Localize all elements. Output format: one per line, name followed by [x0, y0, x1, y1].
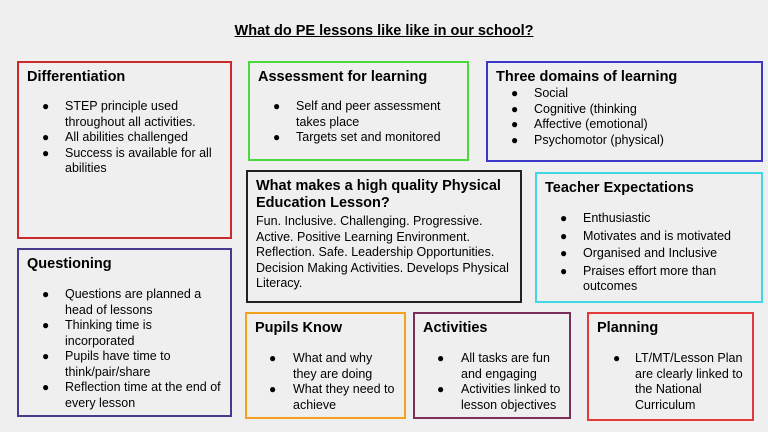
activities-box: [413, 312, 571, 419]
list-item-text: Enthusiastic: [583, 211, 651, 225]
list-item: [496, 102, 753, 118]
bullet-icon: ●: [511, 132, 519, 147]
teacher-list: [545, 211, 753, 295]
list-item-text: All abilities challenged: [65, 130, 188, 144]
page-title: What do PE lessons like like in our school?: [234, 23, 534, 39]
list-item: [27, 99, 222, 130]
questioning-list: [27, 287, 222, 411]
bullet-icon: ●: [560, 211, 568, 225]
differentiation-heading: Differentiation: [27, 69, 126, 85]
list-item: [545, 211, 753, 227]
list-item: [423, 382, 561, 413]
bullet-icon: ●: [560, 246, 568, 260]
domains-box: [486, 61, 763, 162]
list-item: [423, 351, 561, 382]
pupils-heading: Pupils Know: [255, 320, 342, 336]
bullet-icon: ●: [42, 130, 50, 144]
list-item-text: Thinking time is incorporated: [65, 318, 152, 348]
bullet-icon: ●: [269, 382, 277, 396]
bullet-icon: ●: [42, 380, 50, 394]
domains-list: [496, 86, 753, 148]
list-item: [545, 246, 753, 262]
assessment-heading: Assessment for learning: [258, 69, 428, 85]
bullet-icon: ●: [273, 130, 281, 144]
list-item: [27, 146, 222, 177]
list-item-text: Praises effort more than outcomes: [583, 263, 717, 293]
list-item-text: Motivates and is motivated: [583, 228, 731, 243]
list-item-text: Pupils have time to think/pair/share: [65, 349, 171, 379]
domains-heading: Three domains of learning: [496, 69, 678, 85]
list-item-text: Affective (emotional): [534, 117, 648, 131]
bullet-icon: ●: [511, 101, 519, 116]
list-item: [255, 351, 396, 382]
list-item-text: Success is available for all abilities: [65, 145, 212, 175]
list-item-text: STEP principle used throughout all activities.: [65, 99, 196, 129]
quality-description: Fun. Inclusive. Challenging. Progressive. Active. Positive Learning Environment. Reflection. Safe. Leadership Opportunities. Decision Making Activities. Develops Physical Literacy.: [256, 214, 509, 290]
assessment-box: [248, 61, 469, 161]
list-item-text: What and why they are doing: [293, 351, 373, 381]
activities-list: [423, 351, 561, 413]
list-item: [27, 380, 222, 411]
list-item-text: All tasks are fun and engaging: [461, 351, 550, 381]
teacher-expectations-box: [535, 172, 763, 303]
bullet-icon: ●: [511, 117, 519, 131]
bullet-icon: ●: [560, 228, 568, 243]
list-item-text: What they need to achieve: [293, 382, 395, 412]
teacher-heading: Teacher Expectations: [545, 180, 694, 196]
bullet-icon: ●: [269, 351, 277, 365]
list-item: [258, 99, 459, 130]
pupils-know-box: [245, 312, 406, 419]
bullet-icon: ●: [437, 382, 445, 396]
pupils-list: [255, 351, 396, 413]
planning-list: [597, 351, 744, 413]
bullet-icon: ●: [613, 351, 621, 365]
quality-heading: What makes a high quality Physical Education Lesson?: [256, 178, 501, 211]
bullet-icon: ●: [560, 263, 568, 278]
bullet-icon: ●: [42, 287, 50, 301]
bullet-icon: ●: [437, 351, 445, 365]
list-item-text: Organised and Inclusive: [583, 246, 718, 260]
quality-lesson-box: [246, 170, 522, 303]
questioning-box: [17, 248, 232, 417]
list-item: [597, 351, 744, 413]
list-item: [258, 130, 459, 146]
planning-heading: Planning: [597, 320, 659, 336]
assessment-list: [258, 99, 459, 146]
list-item-text: Psychomotor (physical): [534, 132, 664, 147]
planning-box: [587, 312, 754, 421]
list-item: [27, 318, 222, 349]
list-item: [496, 86, 753, 102]
list-item-text: Social: [534, 86, 569, 100]
differentiation-box: [17, 61, 232, 239]
list-item: [545, 264, 753, 295]
list-item-text: Self and peer assessment takes place: [296, 99, 441, 129]
list-item: [27, 349, 222, 380]
list-item: [255, 382, 396, 413]
activities-heading: Activities: [423, 320, 488, 336]
list-item-text: LT/MT/Lesson Plan are clearly linked to the National Curriculum: [635, 351, 743, 412]
list-item: [545, 229, 753, 245]
bullet-icon: ●: [273, 99, 281, 113]
list-item-text: Targets set and monitored: [296, 130, 441, 144]
list-item-text: Activities linked to lesson objectives: [461, 382, 561, 412]
bullet-icon: ●: [42, 349, 50, 363]
list-item: [496, 117, 753, 133]
bullet-icon: ●: [42, 145, 50, 160]
list-item-text: Cognitive (thinking: [534, 101, 637, 116]
bullet-icon: ●: [511, 86, 519, 100]
differentiation-list: [27, 99, 222, 177]
questioning-heading: Questioning: [27, 256, 112, 272]
list-item: [27, 130, 222, 146]
bullet-icon: ●: [42, 318, 50, 332]
list-item: [27, 287, 222, 318]
list-item-text: Reflection time at the end of every lesson: [65, 380, 221, 410]
bullet-icon: ●: [42, 99, 50, 113]
list-item: [496, 133, 753, 149]
list-item-text: Questions are planned a head of lessons: [65, 287, 202, 317]
